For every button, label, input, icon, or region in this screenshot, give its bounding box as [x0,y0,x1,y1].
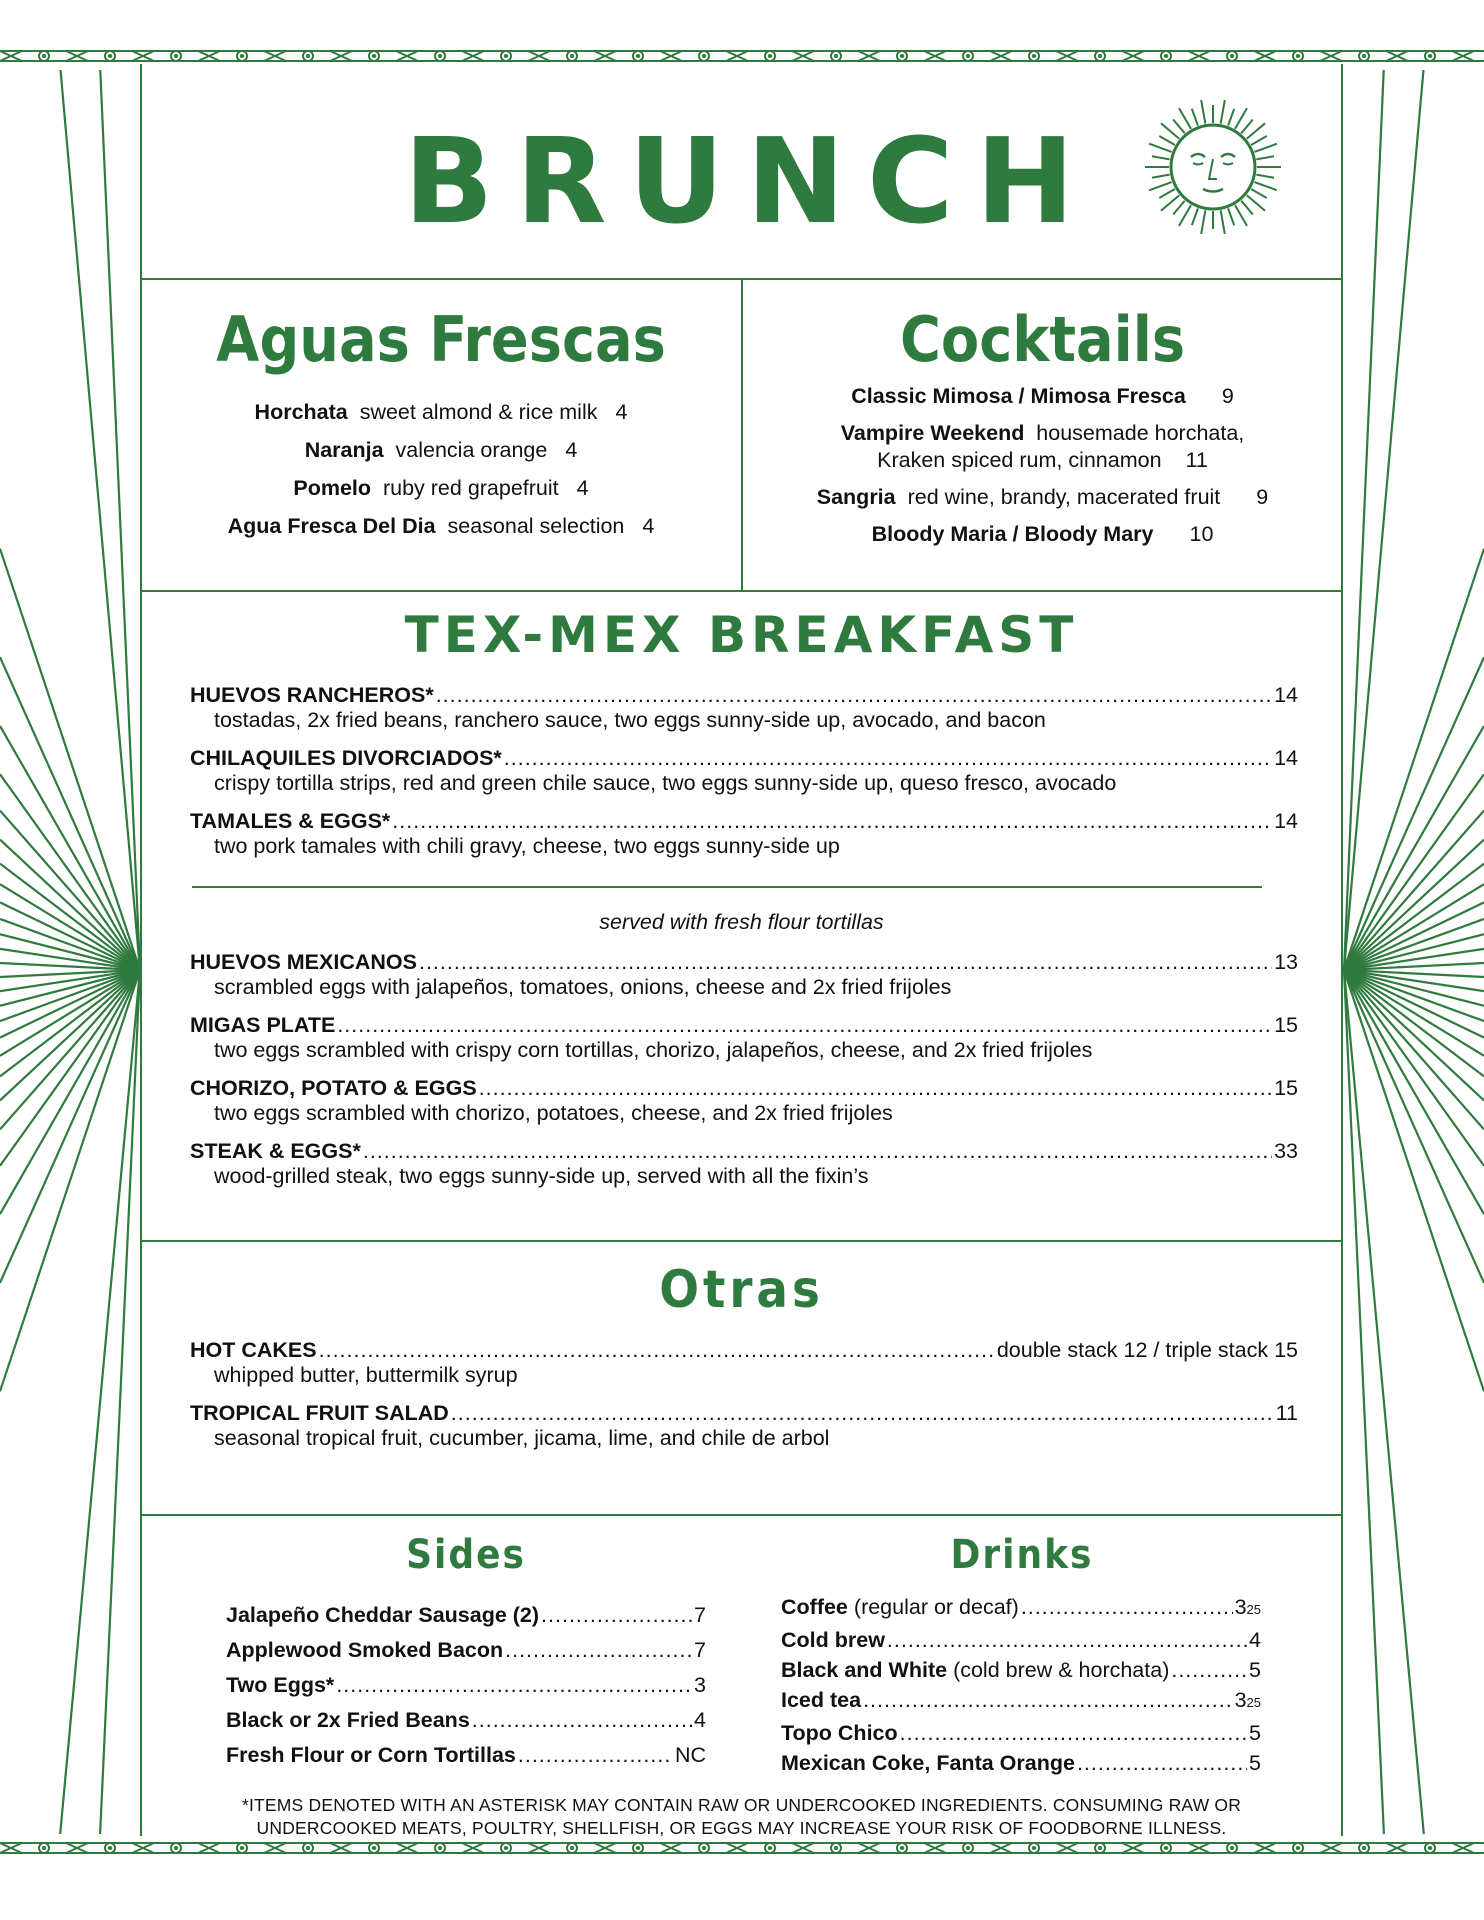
list-item: Topo Chico ..... 5 [781,1718,1261,1748]
otras-title: Otras [659,1260,824,1320]
list-item: Fresh Flour or Corn Tortillas ..... NC [226,1738,706,1773]
menu-item-hot-cakes: HOT CAKES ..... double stack 12 / triple stack 15 whipped butter, buttermilk syrup [190,1337,1298,1387]
menu-item-chorizo-potato: CHORIZO, POTATO & EGGS ..... 15 two eggs scrambled with chorizo, potatoes, cheese, and 2x fried frijoles [190,1075,1298,1125]
list-item: Agua Fresca Del Dia seasonal selection 4 [227,514,655,538]
list-item: Horchata sweet almond & rice milk 4 [254,400,628,424]
aguas-frescas-title: Aguas Frescas [216,303,666,376]
menu-item-huevos-rancheros: HUEVOS RANCHEROS* ..... 14 tostadas, 2x fried beans, ranchero sauce, two eggs sunny-side up, avocado, and bacon [190,682,1298,732]
sunburst-rays-right-decoration [1344,64,1484,1836]
footnote-line-1: *ITEMS DENOTED WITH AN ASTERISK MAY CONTAIN RAW OR UNDERCOOKED INGREDIENTS. CONSUMING RAW OR [241,1795,1242,1815]
list-item: Sangria red wine, brandy, macerated fruit 9 [816,485,1269,509]
drinks-list [781,1592,1261,1778]
sunburst-rays-left-decoration [0,64,140,1836]
list-item: Coffee (regular or decaf) ..... 3 25 [781,1592,1261,1625]
list-item: Jalapeño Cheddar Sausage (2) ..... 7 [226,1598,706,1633]
list-item: Two Eggs* ..... 3 [226,1668,706,1703]
menu-item-steak-eggs: STEAK & EGGS* ..... 33 wood-grilled steak, two eggs sunny-side up, served with all the fixin’s [190,1138,1298,1188]
sun-face-icon [1143,97,1283,237]
menu-item-chilaquiles: CHILAQUILES DIVORCIADOS* ..... 14 crispy tortilla strips, red and green chile sauce, two eggs sunny-side up, queso fresco, avocado [190,745,1298,795]
list-item: Black and White (cold brew & horchata) ..... 5 [781,1655,1261,1685]
page-title: BRUNCH [403,112,1097,250]
sides-list [226,1598,706,1773]
list-item: Cold brew ..... 4 [781,1625,1261,1655]
list-item: Bloody Maria / Bloody Mary 10 [871,522,1214,546]
texmex-title: TEX-MEX BREAKFAST [404,606,1079,664]
aguas-frescas-list [140,393,742,545]
list-item: Mexican Coke, Fanta Orange ..... 5 [781,1748,1261,1778]
menu-item-tamales: TAMALES & EGGS* ..... 14 two pork tamales with chili gravy, cheese, two eggs sunny-side up [190,808,1298,858]
cocktails-title: Cocktails [899,303,1186,376]
served-note: served with fresh flour tortillas [599,910,884,934]
menu-item-migas-plate: MIGAS PLATE ..... 15 two eggs scrambled with crispy corn tortillas, chorizo, jalapeños, cheese, and 2x fried frijoles [190,1012,1298,1062]
menu-item-fruit-salad: TROPICAL FRUIT SALAD ..... 11 seasonal tropical fruit, cucumber, jicama, lime, and chile de arbol [190,1400,1298,1450]
divider-texmex [140,1240,1343,1242]
menu-item-huevos-mexicanos: HUEVOS MEXICANOS ..... 13 scrambled eggs with jalapeños, tomatoes, onions, cheese and 2x fried frijoles [190,949,1298,999]
texmex-divider [192,886,1262,888]
list-item: Vampire Weekend housemade horchata, [840,421,1245,445]
list-item-continued: Kraken spiced rum, cinnamon 11 [877,448,1208,472]
allergy-footnote [140,1794,1343,1840]
list-item: Pomelo ruby red grapefruit 4 [293,476,589,500]
drinks-title: Drinks [950,1532,1094,1578]
list-item: Applewood Smoked Bacon ..... 7 [226,1633,706,1668]
list-item: Classic Mimosa / Mimosa Fresca 9 [851,384,1234,408]
list-item: Iced tea ..... 3 25 [781,1685,1261,1718]
sides-title: Sides [406,1532,526,1578]
divider-otras [140,1514,1343,1516]
list-item: Naranja valencia orange 4 [304,438,578,462]
footnote-line-2: UNDERCOOKED MEATS, POULTRY, SHELLFISH, OR EGGS MAY INCREASE YOUR RISK OF FOODBORNE ILLNESS. [256,1818,1227,1838]
cocktails-list [742,383,1343,548]
list-item: Black or 2x Fried Beans ..... 4 [226,1703,706,1738]
